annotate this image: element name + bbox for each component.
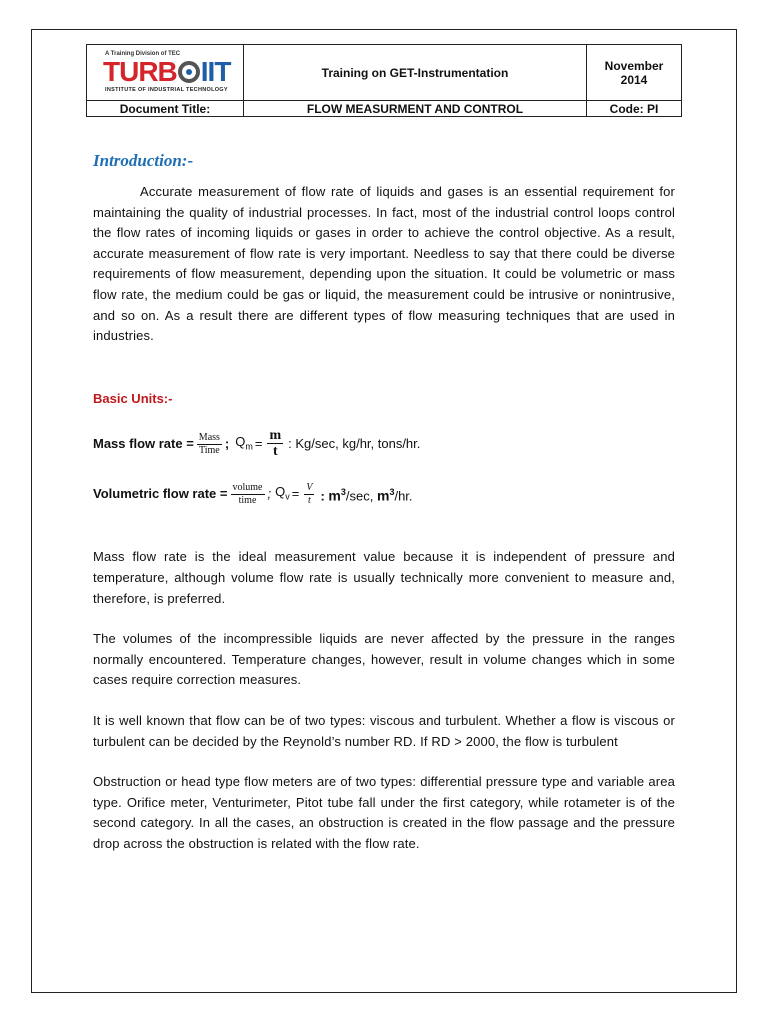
document-date xyxy=(587,45,682,101)
logo-wordmark xyxy=(103,57,230,87)
date-month: November xyxy=(604,58,664,73)
logo-brand-left: TURB xyxy=(103,55,177,87)
q-v-symbol: $Q_v$ xyxy=(275,483,290,502)
paragraph-flow-types: It is well known that flow can be of two types: viscous and turbulent. Whether a flow is viscous or turbulent can be decided by the Reynold’s number RD. If RD > 2000, the flow is turbulent xyxy=(93,712,675,749)
q-m-symbol: $Q_m$ xyxy=(235,433,253,452)
doc-title-label: Document Title: xyxy=(87,101,244,117)
training-title: Training on GET-Instrumentation xyxy=(244,45,587,101)
paragraph-mass-flow: Mass flow rate is the ideal measurement value because it is independent of pressure and temperature, although volume flow rate is usually technically more convenient to measure and, therefore, is preferred. xyxy=(93,549,675,606)
intro-heading: Introduction:- xyxy=(93,151,194,170)
m-over-t-fraction: $\frac{m}{t}$ xyxy=(269,428,282,460)
mass-flow-units: : Kg/sec, kg/hr, tons/hr. xyxy=(288,436,421,452)
gear-icon xyxy=(178,61,200,83)
paragraph-obstruction-meters: Obstruction or head type flow meters are of two types: differential pressure type and variable area type. Orifice meter, Venturimeter, Pitot tube fall under the first category, while rotameter is of the second category. In all the cases, an obstruction is created in the flow passage and the pressure drop across the obstruction is related with the flow rate. xyxy=(93,774,675,851)
mass-flow-label: Mass flow rate = xyxy=(93,436,194,452)
document-header-table xyxy=(86,44,682,117)
logo-cell xyxy=(87,45,244,101)
v-over-t-fraction: $\frac{V}{t}$ xyxy=(306,481,313,506)
doc-code: Code: PI xyxy=(587,101,682,117)
logo-brand-right: IIT xyxy=(200,55,231,87)
logo-subtitle: INSTITUTE OF INDUSTRIAL TECHNOLOGY xyxy=(105,86,228,93)
turboiit-logo xyxy=(93,48,237,98)
doc-title-value: FLOW MEASURMENT AND CONTROL xyxy=(244,101,587,117)
mass-time-fraction: $\frac{\text{Mass}}{\text{Time}}$ xyxy=(198,431,220,456)
basic-units-heading: Basic Units:- xyxy=(93,390,173,406)
logo-tagline: A Training Division of TEC xyxy=(105,50,181,57)
intro-paragraph: Accurate measurement of flow rate of liquids and gases is an essential requirement for maintaining the quality of industrial processes. In fact, most of the industrial control loops control the flow rates of incoming liquids or gases in order to achieve the control objective. As a result, accurate measurement of flow rate is very important. Needless to say that there could be diverse requirements of flow measurement, depending upon the situation. It could be volumetric or mass flow rate, the medium could be gas or liquid, the measurement could be intrusive or nonintrusive, and so on. As a result there are different types of flow measuring techniques that are used in industries. xyxy=(93,184,675,344)
paragraph-incompressible: The volumes of the incompressible liquids are never affected by the pressure in the ranges normally encountered. Temperature changes, however, result in volume changes which in some cases require correction measures. xyxy=(93,631,675,688)
volume-time-fraction: $\frac{\text{volume}}{\text{time}}$ xyxy=(232,481,263,506)
volumetric-flow-label: Volumetric flow rate = xyxy=(93,486,228,502)
document-body xyxy=(93,150,675,854)
mass-flow-formula: Mass flow rate = $\frac{\text{Mass}}{\text{Time}}$ ; $Q_m$ = $\frac{m}{t}$ : Kg/sec, kg/hr, tons/hr. xyxy=(93,428,421,460)
volumetric-flow-units: : $m^3/\sec$, $m^3/hr$. xyxy=(320,486,413,504)
volumetric-flow-formula: Volumetric flow rate = $\frac{\text{volume}}{\text{time}}$ ; $Q_v$ = $\frac{V}{t}$ : $m^3/\sec$, $m^3/hr$. xyxy=(93,481,413,506)
date-year: 2014 xyxy=(620,72,648,87)
